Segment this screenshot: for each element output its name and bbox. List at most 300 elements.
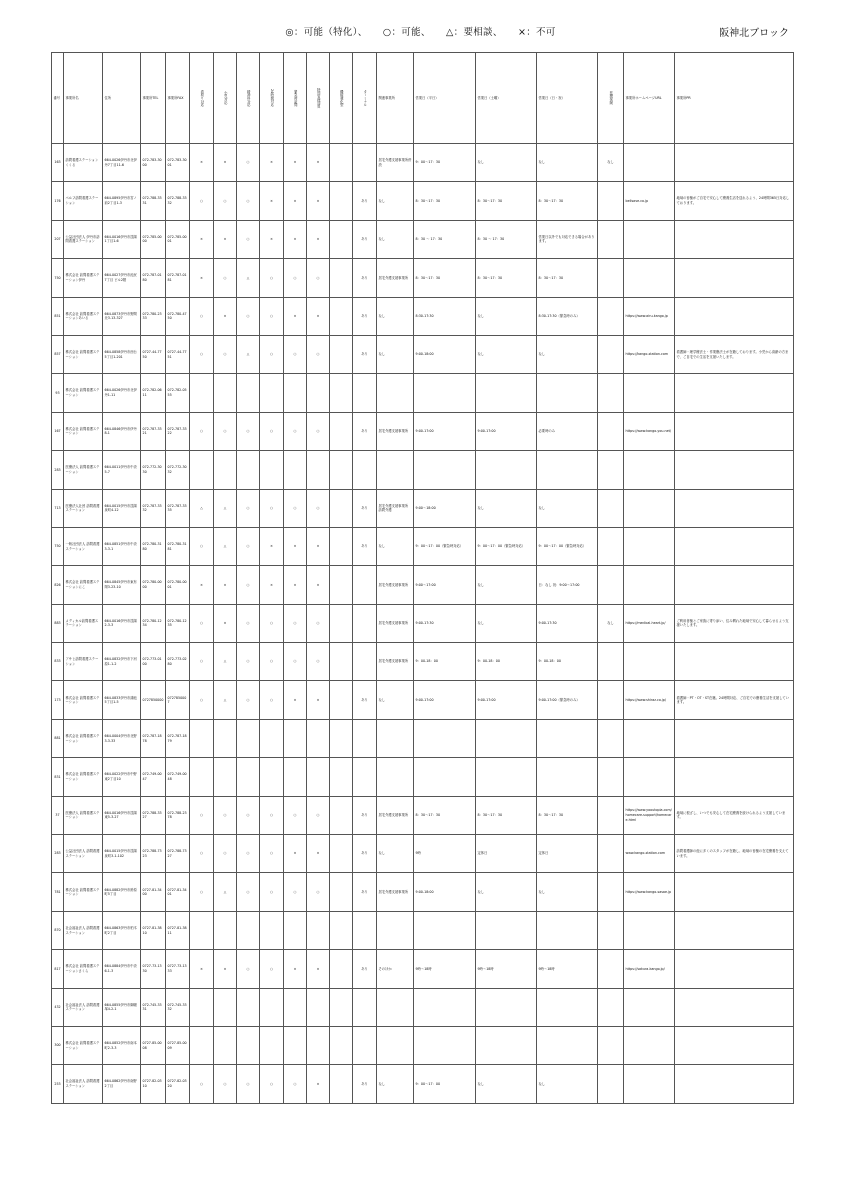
cell-name: 株式会社 訪問看護ステーション xyxy=(64,873,103,911)
cell-fax: 072-780-0001 xyxy=(166,566,190,604)
cell-addr: 664-0015伊丹市昆陽泉町3-1-102 xyxy=(103,835,141,873)
cell-addr: 664-0862伊丹市南野2丁目 xyxy=(103,1065,141,1103)
cell-pr xyxy=(675,758,794,796)
cell-c8: あり xyxy=(353,335,377,373)
cell-c1: △ xyxy=(190,489,214,527)
cell-addr: 664-0851伊丹市中央3-3-1 xyxy=(103,527,141,565)
cell-pr xyxy=(675,220,794,258)
cell-tel: 072-788-3331 xyxy=(141,182,166,220)
table-row xyxy=(52,182,794,220)
table-row xyxy=(52,335,794,373)
table-row xyxy=(52,566,794,604)
cell-c1 xyxy=(190,1026,214,1064)
cell-h3: 9：00〜17：00（緊急時対応） xyxy=(537,527,598,565)
cell-c4: ○ xyxy=(260,643,284,681)
cell-fax: 0727-73-1333 xyxy=(166,950,190,988)
cell-c7 xyxy=(330,950,353,988)
cell-tel: 072-787-3332 xyxy=(141,489,166,527)
cell-no: 857 xyxy=(52,335,64,373)
cell-name: 株式会社 訪問看護ステーションあいる xyxy=(64,297,103,335)
cell-c2: ○ xyxy=(214,835,237,873)
cell-no: 283 xyxy=(52,835,64,873)
cell-c4 xyxy=(260,451,284,489)
cell-h1 xyxy=(414,758,476,796)
cell-c4: ○ xyxy=(260,335,284,373)
cell-pr xyxy=(675,911,794,949)
cell-c1: × xyxy=(190,144,214,182)
cell-c6: ○ xyxy=(307,604,330,642)
table-row xyxy=(52,950,794,988)
table-row xyxy=(52,259,794,297)
cell-c1: ○ xyxy=(190,182,214,220)
cell-h2 xyxy=(476,988,537,1026)
cell-url[interactable] xyxy=(624,566,675,604)
cell-name: 医療法人 訪問看護ステーション xyxy=(64,796,103,834)
cell-rel: なし xyxy=(377,1065,414,1103)
table-row xyxy=(52,220,794,258)
cell-url[interactable]: https://sakura-kango.jp/ xyxy=(624,950,675,988)
cell-c7 xyxy=(330,643,353,681)
cell-url[interactable] xyxy=(624,911,675,949)
cell-no: 163 xyxy=(52,144,64,182)
table-row xyxy=(52,643,794,681)
cell-tel: 072-787-1878 xyxy=(141,719,166,757)
cell-h1: 8：30〜17：30 xyxy=(414,182,476,220)
header-hours-holiday: 営業日（日・祝） xyxy=(537,53,598,144)
cell-c9 xyxy=(598,220,624,258)
cell-addr: 664-0004伊丹市北野3-3-33 xyxy=(103,719,141,757)
cell-pr xyxy=(675,144,794,182)
cell-pr: 看護師・理学療法士・作業療法士が在籍しております。小児から高齢の方まで、ご自宅での生活を支援いたします。 xyxy=(675,335,794,373)
cell-url[interactable] xyxy=(624,220,675,258)
cell-addr: 664-0895伊丹市宮ノ前2丁目1-3 xyxy=(103,182,141,220)
cell-c4: ○ xyxy=(260,1065,284,1103)
cell-c4: ○ xyxy=(260,873,284,911)
cell-url[interactable] xyxy=(624,489,675,527)
cell-c5: × xyxy=(284,566,307,604)
cell-h2: なし xyxy=(476,604,537,642)
cell-c1 xyxy=(190,758,214,796)
cell-c2: ○ xyxy=(214,412,237,450)
cell-c6 xyxy=(307,988,330,1026)
cell-pr xyxy=(675,412,794,450)
cell-c7 xyxy=(330,1026,353,1064)
cell-url[interactable]: https://kango-station.com xyxy=(624,335,675,373)
cell-c8 xyxy=(353,911,377,949)
cell-url[interactable] xyxy=(624,374,675,412)
cell-c9 xyxy=(598,873,624,911)
cell-fax: 0727-44-7751 xyxy=(166,335,190,373)
cell-c8: あり xyxy=(353,796,377,834)
cell-no: 870 xyxy=(52,911,64,949)
cell-fax: 072-788-2378 xyxy=(166,796,190,834)
cell-h2: 9:00-17:00 xyxy=(476,681,537,719)
cell-h3: 8：30〜17：30 xyxy=(537,796,598,834)
cell-c1 xyxy=(190,988,214,1026)
cell-c3: △ xyxy=(237,259,260,297)
cell-no: 283 xyxy=(52,451,64,489)
cell-h3: 8：30〜17：30 xyxy=(537,259,598,297)
cell-h1: 9:00-17:30 xyxy=(414,604,476,642)
cell-h2: 9：00-18：00 xyxy=(476,643,537,681)
cell-url[interactable] xyxy=(624,1026,675,1064)
cell-c4: × xyxy=(260,527,284,565)
cell-c2: × xyxy=(214,604,237,642)
cell-name: 株式会社 訪問看護ステーション xyxy=(64,1026,103,1064)
cell-pr: 看護師・PT・OT・ST在籍。24時間対応、ご自宅での療養生活を支援しています。 xyxy=(675,681,794,719)
cell-fax: 072-788-7327 xyxy=(166,835,190,873)
cell-no: 176 xyxy=(52,182,64,220)
cell-c8: あり xyxy=(353,950,377,988)
cell-name: 公益社団法人 伊丹市訪問看護ステーション xyxy=(64,220,103,258)
cell-h3 xyxy=(537,988,598,1026)
cell-h2 xyxy=(476,719,537,757)
cell-c6 xyxy=(307,719,330,757)
cell-pr xyxy=(675,1026,794,1064)
cell-c1: × xyxy=(190,950,214,988)
cell-tel: 072-745-3331 xyxy=(141,988,166,1026)
table-body xyxy=(52,144,794,1104)
cell-c2 xyxy=(214,374,237,412)
cell-url[interactable]: www.kango-station.com xyxy=(624,835,675,873)
cell-url[interactable]: https://www.kango-you.net/ xyxy=(624,412,675,450)
cell-tel: 072-783-3000 xyxy=(141,144,166,182)
cell-c8 xyxy=(353,1026,377,1064)
cell-c9: なし xyxy=(598,604,624,642)
cell-addr: 664-0832伊丹市下河原1-1-2 xyxy=(103,643,141,681)
cell-c3: ○ xyxy=(237,835,260,873)
cell-tel: 0727-82-0310 xyxy=(141,1065,166,1103)
cell-c5 xyxy=(284,758,307,796)
cell-rel: 居宅介護支援事業所 xyxy=(377,643,414,681)
cell-rel: 居宅介護支援事業所 xyxy=(377,604,414,642)
table-row xyxy=(52,719,794,757)
cell-c2: × xyxy=(214,566,237,604)
cell-c4: × xyxy=(260,182,284,220)
header-c2: 小児対応 xyxy=(214,53,237,144)
cell-c1: ○ xyxy=(190,297,214,335)
cell-no: 300 xyxy=(52,1026,64,1064)
header-c1: 看取り対応 xyxy=(190,53,214,144)
cell-addr: 664-0845伊丹市東有岡3-23-10 xyxy=(103,566,141,604)
cell-url[interactable] xyxy=(624,259,675,297)
table-row xyxy=(52,297,794,335)
cell-c1: ○ xyxy=(190,796,214,834)
cell-pr: ご利用者様とご家族に寄り添い、住み慣れた地域で安心して暮らせるよう支援いたします。 xyxy=(675,604,794,642)
cell-c3 xyxy=(237,911,260,949)
table-row xyxy=(52,604,794,642)
cell-pr xyxy=(675,1065,794,1103)
cell-c9 xyxy=(598,796,624,834)
cell-h3: なし xyxy=(537,335,598,373)
cell-c2 xyxy=(214,451,237,489)
cell-name: 株式会社 訪問看護ステーションさくら xyxy=(64,950,103,988)
cell-c9 xyxy=(598,911,624,949)
cell-h1 xyxy=(414,988,476,1026)
header-c4: 24時間対応 xyxy=(260,53,284,144)
cell-c1: × xyxy=(190,259,214,297)
cell-fax: 072-787-3335 xyxy=(166,489,190,527)
cell-rel xyxy=(377,758,414,796)
cell-url[interactable] xyxy=(624,144,675,182)
cell-tel: 072-780-0000 xyxy=(141,566,166,604)
cell-url[interactable] xyxy=(624,527,675,565)
cell-c1 xyxy=(190,451,214,489)
table-row xyxy=(52,489,794,527)
cell-h2: 9:00-17:00 xyxy=(476,412,537,450)
cell-c8: あり xyxy=(353,297,377,335)
cell-c1: ○ xyxy=(190,335,214,373)
cell-h3: 定休日 xyxy=(537,835,598,873)
cell-c6: × xyxy=(307,220,330,258)
cell-rel: なし xyxy=(377,297,414,335)
cell-c2 xyxy=(214,911,237,949)
cell-h1: 9:00-18:00 xyxy=(414,335,476,373)
header-c9: 医療保険 xyxy=(598,53,624,144)
cell-addr: 664-0852伊丹市南本町2-3-3 xyxy=(103,1026,141,1064)
cell-c4: ○ xyxy=(260,681,284,719)
cell-c6: × xyxy=(307,566,330,604)
cell-fax: 072-780-3181 xyxy=(166,527,190,565)
cell-c7 xyxy=(330,489,353,527)
cell-h1: 9:00-17:00 xyxy=(414,681,476,719)
cell-c3: ○ xyxy=(237,220,260,258)
cell-rel: 居宅介護支援事業所 xyxy=(377,412,414,450)
cell-h1 xyxy=(414,451,476,489)
cell-no: 750 xyxy=(52,259,64,297)
cell-c8 xyxy=(353,988,377,1026)
cell-url[interactable]: https://www.yooutopia.com/homecare-support/homecare.html xyxy=(624,796,675,834)
cell-h1 xyxy=(414,719,476,757)
cell-h3 xyxy=(537,1026,598,1064)
cell-c3: ○ xyxy=(237,604,260,642)
cell-c3: ○ xyxy=(237,566,260,604)
cell-no: 831 xyxy=(52,758,64,796)
cell-no: 833 xyxy=(52,643,64,681)
cell-c7 xyxy=(330,451,353,489)
cell-h1: 8:30-17:30 xyxy=(414,297,476,335)
cell-c6 xyxy=(307,1026,330,1064)
cell-no: 750 xyxy=(52,527,64,565)
cell-tel: 072-780-3180 xyxy=(141,527,166,565)
cell-c9 xyxy=(598,681,624,719)
cell-c6: × xyxy=(307,182,330,220)
header-related: 関連事業所 xyxy=(377,53,414,144)
table-row xyxy=(52,1065,794,1103)
cell-c6: × xyxy=(307,950,330,988)
cell-url[interactable]: https://medical-heart.jp/ xyxy=(624,604,675,642)
cell-url[interactable] xyxy=(624,758,675,796)
cell-c9 xyxy=(598,835,624,873)
legend-item-possible: ○：可能、 xyxy=(382,27,431,38)
cell-c4: ○ xyxy=(260,796,284,834)
cell-h3: 9:00-17:30 xyxy=(537,604,598,642)
cell-name: アサヒ訪問看護ステーション xyxy=(64,643,103,681)
cell-c1 xyxy=(190,374,214,412)
cell-url[interactable]: https://www.kango-sasae.jp xyxy=(624,873,675,911)
cell-c1: × xyxy=(190,220,214,258)
cell-h2: 8：30〜17：30 xyxy=(476,796,537,834)
cell-c2: ○ xyxy=(214,796,237,834)
cell-c6: × xyxy=(307,297,330,335)
cell-c4: ○ xyxy=(260,297,284,335)
cell-h2 xyxy=(476,1026,537,1064)
cell-c1: ○ xyxy=(190,604,214,642)
cell-url[interactable]: bellsave.co.jp xyxy=(624,182,675,220)
cell-c9 xyxy=(598,988,624,1026)
cell-c9 xyxy=(598,451,624,489)
cell-c8: あり xyxy=(353,527,377,565)
cell-addr: 664-0863伊丹市柏木町2丁目 xyxy=(103,911,141,949)
cell-c2: △ xyxy=(214,873,237,911)
cell-url[interactable] xyxy=(624,643,675,681)
cell-c8: あり xyxy=(353,873,377,911)
cell-c1: ○ xyxy=(190,527,214,565)
cell-pr xyxy=(675,950,794,988)
cell-c2: × xyxy=(214,297,237,335)
cell-url[interactable] xyxy=(624,451,675,489)
header-url: 事業所ホームページURL xyxy=(624,53,675,144)
cell-rel xyxy=(377,451,414,489)
legend-item-consult: △：要相談、 xyxy=(446,27,503,38)
table-row xyxy=(52,796,794,834)
cell-h3 xyxy=(537,911,598,949)
cell-tel: 0727-81-3810 xyxy=(141,911,166,949)
cell-h1: 8：30〜17：30 xyxy=(414,796,476,834)
cell-name: 一般社団法人 訪問看護ステーション xyxy=(64,527,103,565)
cell-h2: 8：30〜17：30 xyxy=(476,259,537,297)
cell-name: 社会福祉法人 訪問看護ステーション xyxy=(64,911,103,949)
cell-h2: なし xyxy=(476,144,537,182)
cell-c7 xyxy=(330,911,353,949)
cell-c6: ○ xyxy=(307,643,330,681)
cell-c8 xyxy=(353,604,377,642)
cell-c4 xyxy=(260,911,284,949)
cell-c3: ○ xyxy=(237,182,260,220)
cell-url[interactable]: https://www.shiraz.co.jp/ xyxy=(624,681,675,719)
cell-h3 xyxy=(537,374,598,412)
table-row xyxy=(52,988,794,1026)
cell-pr xyxy=(675,489,794,527)
cell-c9 xyxy=(598,1065,624,1103)
cell-h1: 9：00-18：00 xyxy=(414,643,476,681)
cell-c9 xyxy=(598,374,624,412)
cell-pr xyxy=(675,719,794,757)
cell-c1: ○ xyxy=(190,643,214,681)
cell-h3: 9:00-17:00（緊急時のみ） xyxy=(537,681,598,719)
cell-c3: ○ xyxy=(237,1065,260,1103)
cell-addr: 664-0858伊丹市西台5丁目1-201 xyxy=(103,335,141,373)
cell-rel: なし xyxy=(377,527,414,565)
cell-tel: 0727-73-1330 xyxy=(141,950,166,988)
cell-c1: ○ xyxy=(190,681,214,719)
cell-rel xyxy=(377,374,414,412)
cell-url[interactable] xyxy=(624,988,675,1026)
cell-addr: 664-0015伊丹市昆陽泉町4-12 xyxy=(103,489,141,527)
cell-c3: ○ xyxy=(237,950,260,988)
cell-fax: 072-745-3332 xyxy=(166,988,190,1026)
cell-c7 xyxy=(330,835,353,873)
cell-c1: ○ xyxy=(190,1065,214,1103)
cell-pr xyxy=(675,527,794,565)
cell-c8 xyxy=(353,643,377,681)
cell-c9 xyxy=(598,566,624,604)
cell-pr xyxy=(675,374,794,412)
table-row xyxy=(52,1026,794,1064)
cell-c8 xyxy=(353,144,377,182)
cell-no: 207 xyxy=(52,220,64,258)
cell-h1: 8：30 〜 17：30 xyxy=(414,220,476,258)
cell-url[interactable] xyxy=(624,719,675,757)
cell-addr: 664-0026伊丹市北伊丹7丁目11-6 xyxy=(103,144,141,182)
cell-fax: 0727-81-3811 xyxy=(166,911,190,949)
cell-c1: ○ xyxy=(190,835,214,873)
cell-tel: 072-773-0100 xyxy=(141,643,166,681)
cell-fax: 0727-81-3401 xyxy=(166,873,190,911)
cell-no: 883 xyxy=(52,604,64,642)
cell-c1 xyxy=(190,719,214,757)
cell-c5: ○ xyxy=(284,412,307,450)
cell-rel: なし xyxy=(377,182,414,220)
cell-c2: × xyxy=(214,220,237,258)
cell-rel: 居宅介護支援事業所 xyxy=(377,566,414,604)
table-row xyxy=(52,144,794,182)
cell-name: 社会福祉法人 訪問看護ステーション xyxy=(64,988,103,1026)
table-row xyxy=(52,835,794,873)
cell-url[interactable] xyxy=(624,1065,675,1103)
cell-fax: 072-785-0001 xyxy=(166,220,190,258)
cell-c5: ○ xyxy=(284,259,307,297)
cell-c4 xyxy=(260,988,284,1026)
cell-c3 xyxy=(237,988,260,1026)
cell-c7 xyxy=(330,988,353,1026)
header-c5: 緊急時訪問 xyxy=(284,53,307,144)
cell-c3: ○ xyxy=(237,873,260,911)
cell-h1: 8：30〜17：30 xyxy=(414,259,476,297)
cell-pr xyxy=(675,451,794,489)
cell-h2: 9：00〜17：00（緊急時対応） xyxy=(476,527,537,565)
cell-c4: ○ xyxy=(260,489,284,527)
cell-rel: 居宅介護支援事業所 xyxy=(377,796,414,834)
cell-rel: なし xyxy=(377,220,414,258)
table-row xyxy=(52,527,794,565)
cell-c2: △ xyxy=(214,681,237,719)
cell-name: 株式会社 訪問看護ステーション xyxy=(64,719,103,757)
cell-name: 株式会社 訪問看護ステーション xyxy=(64,412,103,450)
cell-pr xyxy=(675,297,794,335)
cell-c5: ○ xyxy=(284,796,307,834)
cell-name: 株式会社 訪問看護ステーションにこ xyxy=(64,566,103,604)
cell-c9 xyxy=(598,259,624,297)
cell-tel: 0727850000 xyxy=(141,681,166,719)
cell-tel: 072-780-2333 xyxy=(141,297,166,335)
table-row xyxy=(52,451,794,489)
cell-c9 xyxy=(598,297,624,335)
cell-h1: 9:00-18:00 xyxy=(414,873,476,911)
cell-c6 xyxy=(307,758,330,796)
cell-fax: 072-782-0555 xyxy=(166,374,190,412)
cell-fax: 072-772-3032 xyxy=(166,451,190,489)
cell-c4: ○ xyxy=(260,259,284,297)
cell-h3: 9時〜18時 xyxy=(537,950,598,988)
cell-h1 xyxy=(414,911,476,949)
cell-tel: 072-787-0180 xyxy=(141,259,166,297)
header-pr: 事業所PR xyxy=(675,53,794,144)
cell-url[interactable]: https://www.airu-kango.jp xyxy=(624,297,675,335)
cell-c5 xyxy=(284,988,307,1026)
cell-c9 xyxy=(598,1026,624,1064)
cell-addr: 664-0833伊丹市鴻池5丁目1-5 xyxy=(103,681,141,719)
